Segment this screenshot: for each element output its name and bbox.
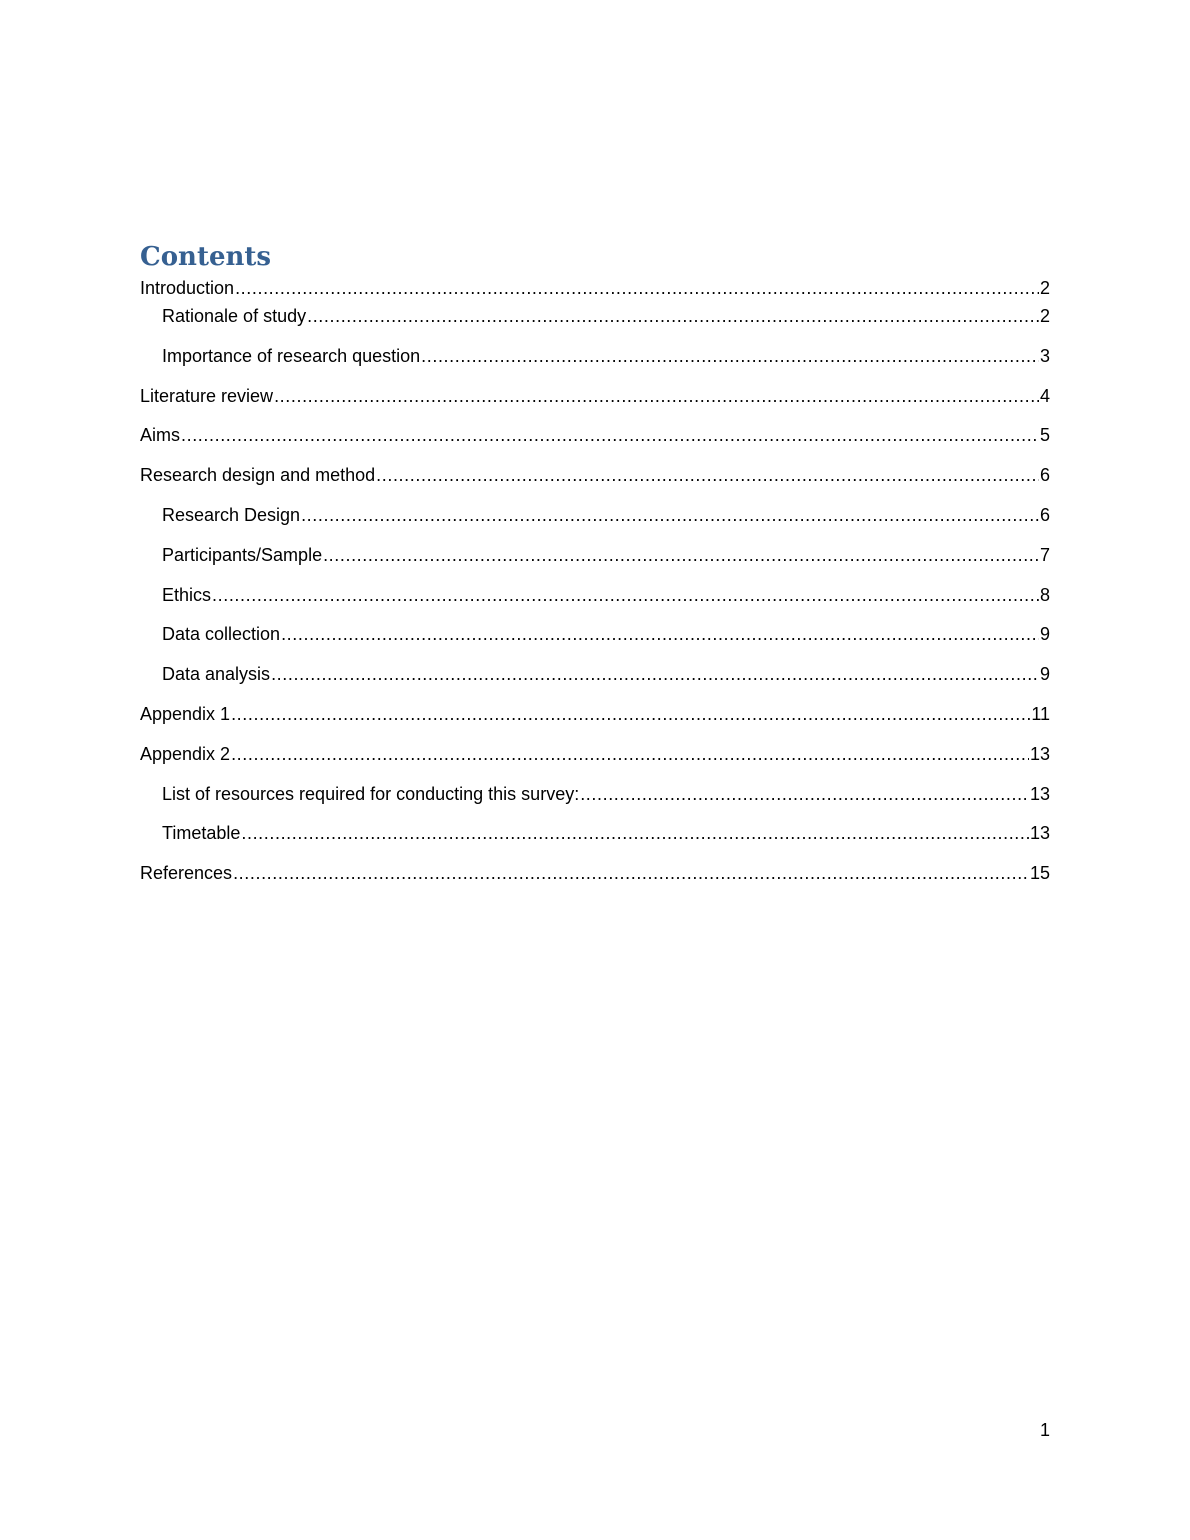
toc-dot-leader <box>301 503 1039 527</box>
toc-entry-page: 3 <box>1039 345 1050 366</box>
toc-dot-leader <box>212 583 1039 607</box>
toc-entry[interactable] <box>140 742 1050 782</box>
toc-entry[interactable] <box>140 344 1050 384</box>
toc-dot-leader <box>281 622 1039 646</box>
toc-entry-label: Timetable <box>162 823 241 844</box>
toc-entry-label: Data analysis <box>162 664 271 685</box>
toc-dot-leader <box>376 463 1039 487</box>
toc-entry-page: 5 <box>1039 425 1050 446</box>
toc-entry-page: 9 <box>1039 664 1050 685</box>
toc-entry[interactable] <box>140 821 1050 861</box>
toc-entry[interactable] <box>140 702 1050 742</box>
toc-entry-label: Importance of research question <box>162 345 421 366</box>
toc-entry-page: 6 <box>1039 504 1050 525</box>
toc-entry-page: 4 <box>1039 385 1050 406</box>
toc-dot-leader <box>580 782 1029 806</box>
toc-entry-label: References <box>140 863 233 884</box>
toc-dot-leader <box>241 821 1029 845</box>
toc-entry[interactable] <box>140 782 1050 822</box>
toc-entry[interactable] <box>140 622 1050 662</box>
toc-entry-page: 13 <box>1029 783 1050 804</box>
toc-entry-label: Research design and method <box>140 465 376 486</box>
toc-entry-label: List of resources required for conducting this survey: <box>162 783 580 804</box>
toc-entry[interactable] <box>140 423 1050 463</box>
toc-entry-label: Appendix 1 <box>140 703 231 724</box>
toc-dot-leader <box>181 423 1039 447</box>
toc-entry-label: Rationale of study <box>162 306 307 326</box>
toc-entry-label: Data collection <box>162 624 281 645</box>
toc-dot-leader <box>307 304 1039 328</box>
toc-heading: Contents <box>140 242 272 272</box>
toc-dot-leader <box>271 662 1039 686</box>
toc-entry[interactable] <box>140 384 1050 424</box>
toc-entry-label: Participants/Sample <box>162 544 323 565</box>
toc-entry-page: 15 <box>1029 863 1050 884</box>
toc-dot-leader <box>231 702 1030 726</box>
toc-dot-leader <box>323 543 1039 567</box>
toc-dot-leader <box>231 742 1029 766</box>
toc-dot-leader <box>421 344 1039 368</box>
toc-entry-label: Research Design <box>162 504 301 525</box>
table-of-contents <box>140 238 1050 901</box>
toc-dot-leader <box>235 276 1039 300</box>
toc-entry-label: Introduction <box>140 278 235 298</box>
toc-dot-leader <box>274 384 1039 408</box>
toc-list <box>140 276 1050 901</box>
toc-entry[interactable] <box>140 463 1050 503</box>
toc-entry-page: 7 <box>1039 544 1050 565</box>
toc-entry-label: Ethics <box>162 584 212 605</box>
toc-entry[interactable] <box>140 662 1050 702</box>
toc-entry-page: 2 <box>1039 278 1050 298</box>
toc-entry-page: 6 <box>1039 465 1050 486</box>
toc-entry-label: Appendix 2 <box>140 743 231 764</box>
page-number: 1 <box>1039 1420 1050 1440</box>
toc-entry[interactable] <box>140 503 1050 543</box>
toc-entry-label: Literature review <box>140 385 274 406</box>
toc-entry-label: Aims <box>140 425 180 446</box>
toc-entry[interactable] <box>140 583 1050 623</box>
toc-entry[interactable] <box>140 276 1050 304</box>
toc-entry[interactable] <box>140 861 1050 901</box>
toc-entry[interactable] <box>140 543 1050 583</box>
toc-entry-page: 11 <box>1031 703 1050 724</box>
toc-entry-page: 8 <box>1039 584 1050 605</box>
toc-dot-leader <box>233 861 1029 885</box>
toc-entry-page: 9 <box>1039 624 1050 645</box>
toc-entry-page: 2 <box>1039 306 1050 326</box>
toc-entry-page: 13 <box>1029 823 1050 844</box>
toc-entry-page: 13 <box>1029 743 1050 764</box>
toc-entry[interactable] <box>140 304 1050 344</box>
